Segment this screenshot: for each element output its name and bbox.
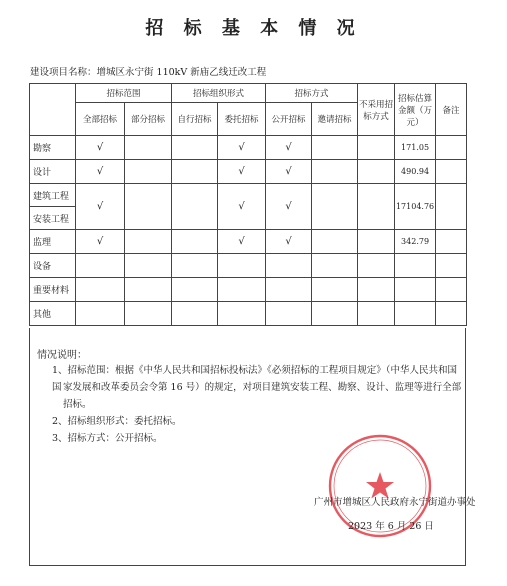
check-mark: √ [266,184,312,230]
check-mark: √ [266,160,312,184]
note-item-2: 2、招标组织形式：委托招标。 [52,416,182,427]
note-item-1-line-3: 招标。 [63,399,92,410]
row-name: 重要材料 [30,278,76,302]
row-name: 设计 [30,160,76,184]
check-mark: √ [266,230,312,254]
estimate-amount: 490.94 [395,160,436,184]
header-estimate: 招标估算金额（万元） [395,84,436,136]
header-scope: 招标范围 [76,84,172,103]
check-mark: √ [218,230,266,254]
table-row [30,230,467,254]
row-name: 其他 [30,302,76,326]
check-mark: √ [76,136,125,160]
signing-organization: 广州市增城区人民政府永宁街道办事处 [314,497,476,508]
notes-heading: 情况说明： [37,350,87,361]
project-line [30,64,266,78]
check-mark: √ [76,230,125,254]
table-row [30,278,467,302]
corner-cell [30,84,76,136]
estimate-amount: 342.79 [395,230,436,254]
header-org-entrust: 委托招标 [218,103,266,136]
check-mark: √ [218,136,266,160]
table-row [30,184,467,207]
header-org-self: 自行招标 [172,103,218,136]
check-mark: √ [218,184,266,230]
header-remark: 备注 [436,84,467,136]
note-item-3: 3、招标方式：公开招标。 [52,433,163,444]
estimate-amount: 17104.76 [395,184,436,230]
signing-date: 2023 年 6 月 26 日 [348,521,434,532]
table-row [30,136,467,160]
header-no-bid: 不采用招标方式 [358,84,395,136]
note-item-1-line-1: 1、招标范围：根据《中华人民共和国招标投标法》《必须招标的工程项目规定》（中华人民共和国国 [52,365,458,393]
table-row [30,254,467,278]
notes-section [29,328,476,566]
header-method-invite: 邀请招标 [312,103,358,136]
header-org: 招标组织形式 [172,84,266,103]
project-label: 建设项目名称： [30,67,97,78]
table-row [30,160,467,184]
bidding-table [29,83,467,326]
check-mark: √ [266,136,312,160]
header-method: 招标方式 [266,84,358,103]
check-mark: √ [76,160,125,184]
estimate-amount: 171.05 [395,136,436,160]
row-name: 安装工程 [30,207,76,230]
row-name: 设备 [30,254,76,278]
header-method-open: 公开招标 [266,103,312,136]
check-mark: √ [218,160,266,184]
row-name: 勘察 [30,136,76,160]
header-scope-part: 部分招标 [125,103,172,136]
note-item-1-line-2: 家发展和改革委员会令第 16 号）的规定，对项目建筑安装工程、勘察、设计、监理等进行全部 [63,382,462,393]
header-scope-all: 全部招标 [76,103,125,136]
table-row [30,302,467,326]
project-name: 增城区永宁街 110kV 新庙乙线迁改工程 [96,67,267,78]
check-mark: √ [76,184,125,230]
row-name: 监理 [30,230,76,254]
document-title: 招 标 基 本 情 况 [145,18,362,39]
row-name: 建筑工程 [30,184,76,207]
